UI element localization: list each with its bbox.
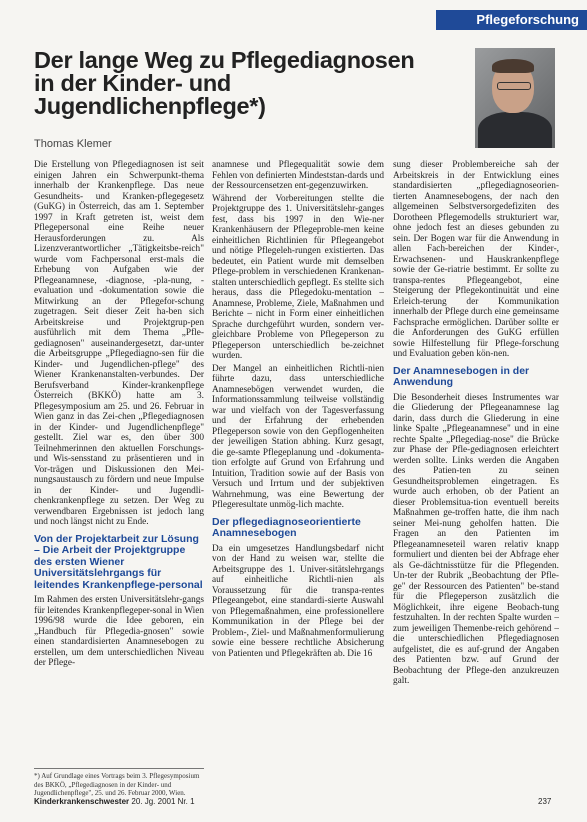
paragraph: Die Besonderheit dieses Instrumentes war die Gliederung der Pflegeanamnese lag darin, dass durch die Gliederung in eine linke Spalte „Pflegeanamnese" und in eine rechte Spalte „Pflegediag-nose" die Brücke zur Phase der Pfle-gediagnosen erleichtert werden sollte. Links werden die Angaben des Patien-ten zu seinen Gesundheitsproblemen eingetragen. Es wurde auch erhoben, ob der Patient an dieser Problemsitua-tion eventuell bereits Maßnahmen ge-troffen hatte, die ihm nach seiner Mei-nung geholfen hatten. Die Fragen an den Patienten im Pflegeanamneseteil waren relativ knapp formuliert und dienten bei der Abfrage eher als Ge-dächtnisstütze für die Pflegenden. Un-ter der Rubrik „Beobachtung der Pfle-ge" der Ressourcen des Patienten" be-stand für die Pflegeperson zusätzlich die Möglichkeit, ihre eigene Beobach-tung festzuhalten. In der rechten Spalte wurden – zum jeweiligen Themenbe-reich gehörend – die unterschiedlichen Pflegediagnosen aufgelistet, die es auf-grund der Angaben des Patienten bzw. auf Grund der Beobachtung der Pflege-den anzukreuzen galt. (393, 392, 559, 686)
text-column-1 (34, 160, 204, 765)
paragraph: anamnese und Pflegequalität sowie dem Fehlen von definierten Mindeststan-dards und der Ressourcensetzen ent-gegenzuwirken. (212, 160, 384, 191)
journal-name: Kinderkrankenschwester (34, 797, 130, 806)
paragraph: Im Rahmen des ersten Universitätslehr-gangs für leitendes Krankenpflegeper-sonal in Wien 1996/98 wurde die Idee geboren, ein „Handbuch für Pflegedia-gnosen" sowie einen standardisierten Anamnesebogen zu erstellen, um dem unterschiedlichen Niveau der Pflege- (34, 595, 204, 668)
title-line-3: Jugendlichenpflege*) (34, 93, 266, 119)
title-line-2: in der Kinder- und (34, 70, 231, 96)
paragraph: sung dieser Problembereiche sah der Arbeitskreis in der Entwicklung eines standardisierten „pflegediagnoseorien-tierten Anamnesebogens, der nach den allgemeinen Selbstversorgedefiziten des Dorotheen Pflegemodells strukturiert war, ohne jedoch fest an dieses gebunden zu sein. Der Bogen war für die Anwendung in allen Fach-bereichen der Kinder-, Erwachsenen- und Hauskrankenpflege sowie der Ge-riatrie bestimmt. Er sollte zu transpa-rentes Pflegeangebot, eine Steigerung der Pflegekontinuität und eine Erleich-terung der Kommunikation innerhalb der Pflege durch eine gemeinsame Fachsprache ermöglichen. Darüber sollte er die Anforderungen des GuKG erfüllen sowie Hilfestellung für Pflege-forschung und Evaluation geben kön-nen. (393, 160, 559, 359)
journal-footer (34, 797, 195, 806)
section-title: Pflegeforschung (476, 12, 579, 27)
author-portrait-photo (475, 48, 555, 148)
paragraph: Während der Vorbereitungen stellte die Projektgruppe des 1. Universitätslehr-ganges fest, dass bis 1997 in den Wie-ner Krankenhäusern der Pflegeproble-men keine einheitlichen Richtlinien für Pflegeangebot und nötige Pflegeleh-rungen existierten. Das bedeutet, ein Patient wurde mit demselben Pflege-problem in verschiedenen Krankenan-stalten unterschiedlich gepflegt. Es stellte sich heraus, dass die Pflegedoku-mentation – Anamnese, Probleme, Ziele, Maßnahmen und Berichte – nicht in Form einer einheitlichen Sprache durchgeführt wurden, sondern ver-gleichbare Probleme von Pflegeperson zu Pflegeperson unterschiedlich be-zeichnet wurden. (212, 193, 384, 361)
paragraph: Da ein umgesetzes Handlungsbedarf nicht von der Hand zu weisen war, stellte die Arbeitsgruppe des 1. Univer-sitätslehrgangs auf einheitliche Richtli-nien als Voraussetzung für die transpa-rentes Pflegeangebot, eine standardi-sierte Auswahl von Pflegemaßnahmen, eine professionellere Kommunikation in der Pflege bei der Problem-, Ziel- und Maßnahmenformulierung sowie eine bessere rechtliche Absicherung von Patienten und Pflegekräften ab. Die 16 (212, 543, 384, 659)
page-number: 237 (538, 797, 552, 806)
section-heading: Der Anamnesebogen in der Anwendung (393, 364, 530, 388)
section-heading: Von der Projektarbeit zur Lösung – Die Arbeit der Projektgruppe des ersten Wiener Universitätslehrgangs für leitendes Krankenpflege-personal (34, 532, 203, 591)
section-header-bar (436, 10, 587, 30)
title-line-1: Der lange Weg zu Pflegediagnosen (34, 47, 415, 73)
author-name: Thomas Klemer (34, 138, 112, 150)
article-title (34, 49, 474, 118)
footnote: *) Auf Grundlage eines Vortrags beim 3. Pflegesymposium des BKKÖ, „Pflegediagnosen in der Kinder- und Jugendlichenpflege", 25. und 26. Februar 2000, Wien. (34, 768, 204, 798)
section-heading: Der pflegediagnoseorientierte Anamnesebogen (212, 515, 361, 539)
paragraph: Die Erstellung von Pflegediagnosen ist seit einigen Jahren ein Schwerpunkt-thema innerhalb der Krankenpflege. Das neue Gesundheits- und Kranken-pflegegesetz (GuKG) in Österreich, das am 1. September 1997 in Kraft getreten ist, weist dem Pflegepersonal eine Reihe neuer Herausforderungen zu. Als Lizenzverantwortlicher „Tätigkeitsbe-reich" wurde vom Fachpersonal erst-mals die Erhebung von Aufgaben wie der Pflegeanamnese, -diagnose, -pla-nung, -evaluation und -dokumentation sowie die Mitwirkung an der Pflegefor-schung zugetragen. Seit dieser Zeit ha-ben sich Arbeitskreise und Projektgrup-pen ausführlich mit dem Thema „Pfle-gediagnosen" auseinandergesetzt, dar-unter die Arbeitsgruppe „Pflegediagno-sen für die Kinder- und Jugendlichen-pflege" des Wiener Krankenanstalten-verbundes. Der Berufsverband Kinder-krankenpflege Österreich (BKKÖ) hatte am 3. Pflegesymposium am 25. und 26. Februar in Wien ganz in das Zei-chen „Pflegediagnosen in der Kinder- und Jugendlichenpflege" gestellt. Ziel war es, den über 300 Teilnehmerinnen den aktuellen Forschungs- und Wis-sensstand zu präsentieren und in Vor-trägen und Diskussionen den Mei-nungsaustausch zu fördern und neue Impulse in der Kinder- und Jugendli-chenkrankenpflege zu setzen. Der Weg zu verwendbaren Ergebnissen ist jedoch lang und noch längst nicht zu Ende. (34, 160, 204, 527)
journal-issue: 20. Jg. 2001 Nr. 1 (131, 797, 195, 806)
text-column-2 (212, 160, 384, 765)
paragraph: Der Mangel an einheitlichen Richtli-nien führte dazu, dass unterschiedliche Anamnesebögen verwendet wurden, die Informationssammlung teilweise vollständig war und vielfach von der Tagesverfassung und der Erfahrung der erhebenden Pflegeperson sowie von den Gepflogenheiten der jeweiligen Station abhing. Kurz gesagt, die ge-samte Pflegeplanung und -dokumenta-tion erfolgte auf Grund von Erfahrung und Intuition, Tradition sowie auf der Basis von Versuch und Irrtum und der subjektiven Wahrnehmung, was eine Bewertung der Pflegeresultate unmög-lich machte. (212, 363, 384, 510)
text-column-3 (393, 160, 559, 765)
